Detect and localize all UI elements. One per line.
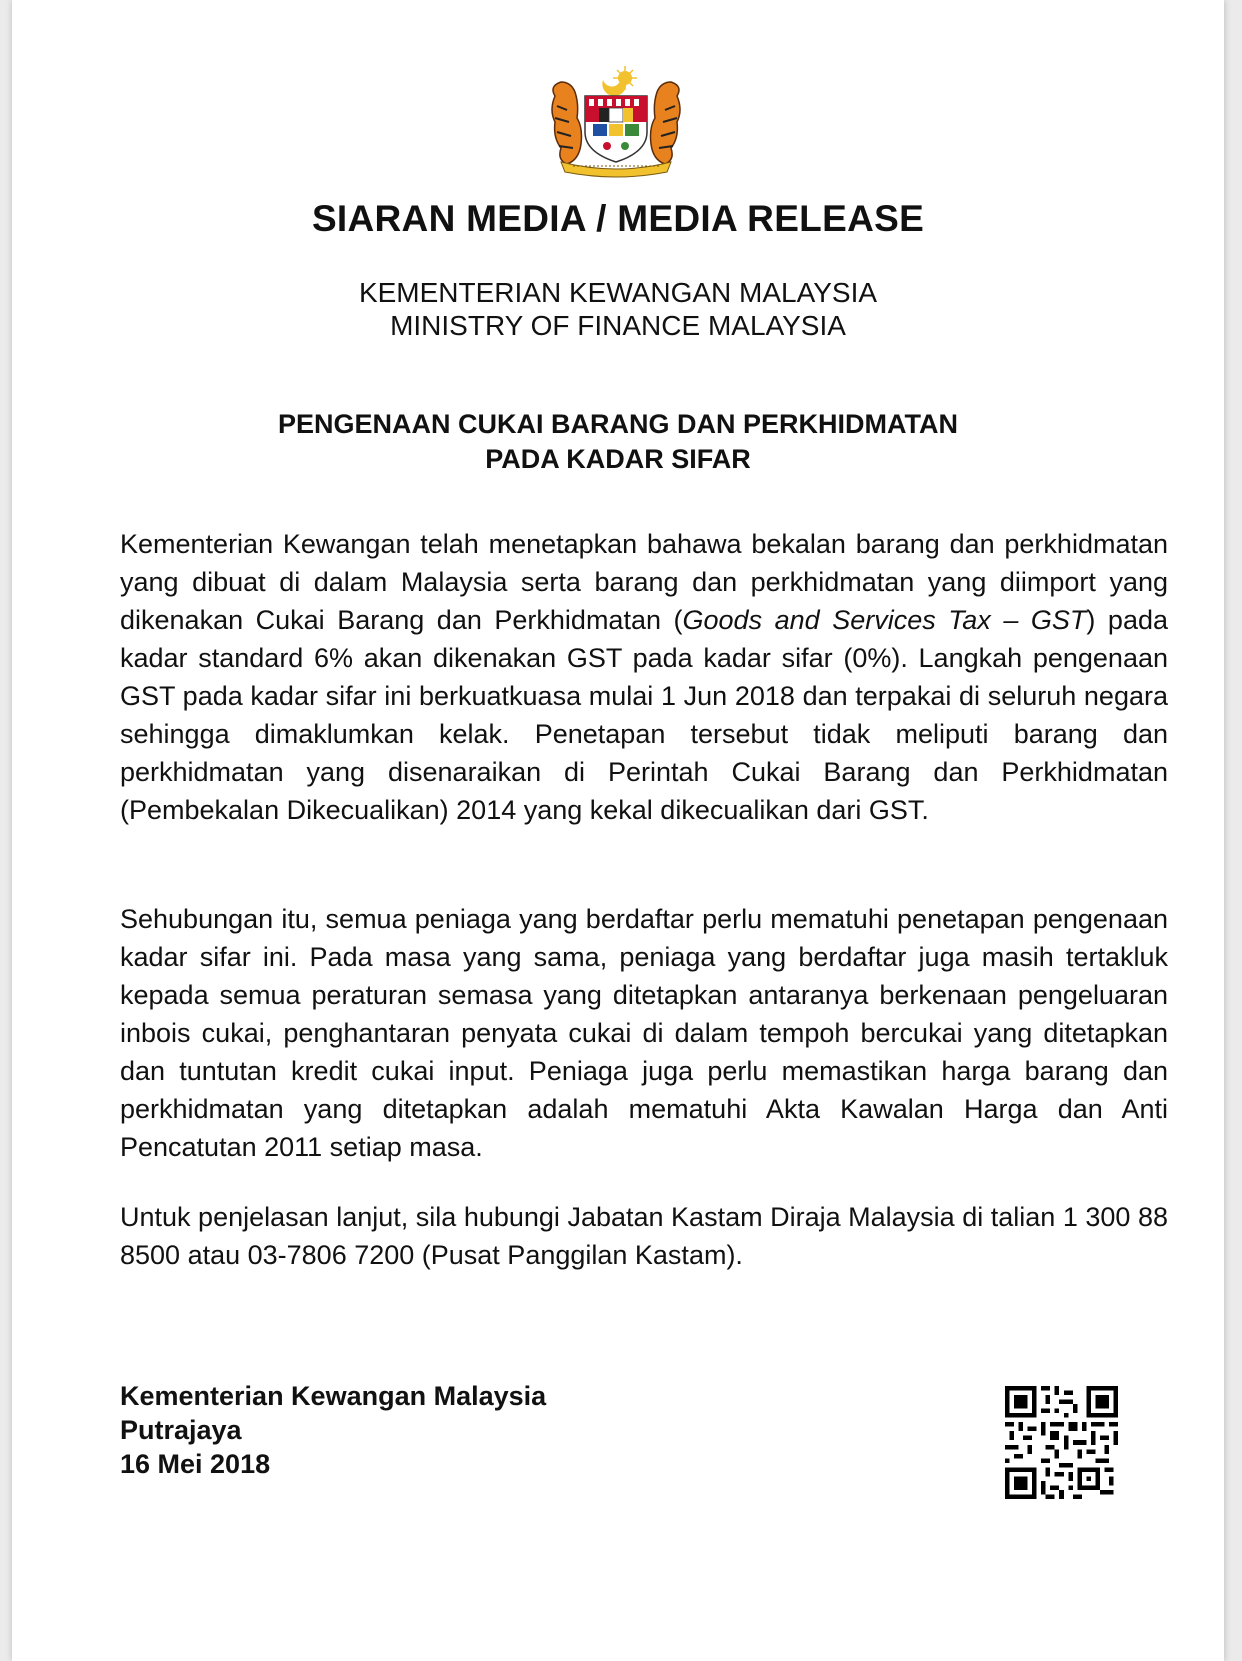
signature-block (120, 1379, 546, 1481)
paragraph-3-text: Untuk penjelasan lanjut, sila hubungi Jabatan Kastam Diraja Malaysia di talian 1 300 88 8500 atau 03-7806 7200 (Pusat Panggilan Kastam). (120, 1202, 1168, 1270)
paragraph-1-part-b: ) pada kadar standard 6% akan dikenakan GST pada kadar sifar (0%). Langkah pengenaan GST pada kadar sifar ini berkuatkuasa mulai 1 Jun 2018 dan terpakai di seluruh negara sehingga dimaklumkan kelak. Penetapan tersebut tidak meliputi barang dan perkhidmatan yang disenaraikan di Perintah Cukai Barang dan Perkhidmatan (Pembekalan Dikecualikan) 2014 yang kekal dikecualikan dari GST. (120, 605, 1169, 825)
paragraph-2 (120, 900, 1168, 1166)
signature-place: Putrajaya (120, 1415, 242, 1445)
signature-date: 16 Mei 2018 (120, 1449, 271, 1479)
ministry-name-malay: KEMENTERIAN KEWANGAN MALAYSIA (358, 277, 878, 308)
signature-organization: Kementerian Kewangan Malaysia (120, 1381, 547, 1411)
title-line-1: PENGENAAN CUKAI BARANG DAN PERKHIDMATAN (278, 409, 958, 439)
qr-code[interactable] (1005, 1386, 1118, 1499)
coat-of-arms-logo (543, 66, 689, 178)
release-type-heading: SIARAN MEDIA / MEDIA RELEASE (311, 198, 925, 239)
ministry-name (12, 276, 1224, 342)
paragraph-3 (120, 1198, 1168, 1274)
document-title (12, 407, 1224, 477)
paragraph-1-part-a: Kementerian Kewangan telah menetapkan bahawa bekalan barang dan perkhidmatan yang dibuat di dalam Malaysia serta barang dan perkhidmatan yang diimport yang dikenakan Cukai Barang dan Perkhidmatan ( (120, 529, 1168, 635)
paragraph-1-italic: Goods and Services Tax – GST (682, 605, 1087, 635)
title-line-2: PADA KADAR SIFAR (485, 444, 751, 474)
ministry-name-english: MINISTRY OF FINANCE MALAYSIA (390, 310, 846, 341)
document-page (12, 0, 1224, 1661)
paragraph-2-text: Sehubungan itu, semua peniaga yang berdaftar perlu mematuhi penetapan pengenaan kadar sifar ini. Pada masa yang sama, peniaga yang berdaftar juga masih tertakluk kepada semua peraturan semasa yang ditetapkan antaranya berkenaan pengeluaran inbois cukai, penghantaran penyata cukai di dalam tempoh bercukai yang ditetapkan dan tuntutan kredit cukai input. Peniaga juga perlu memastikan harga barang dan perkhidmatan yang ditetapkan adalah mematuhi Akta Kawalan Harga dan Anti Pencatutan 2011 setiap masa. (120, 904, 1168, 1162)
paragraph-1 (120, 525, 1168, 829)
